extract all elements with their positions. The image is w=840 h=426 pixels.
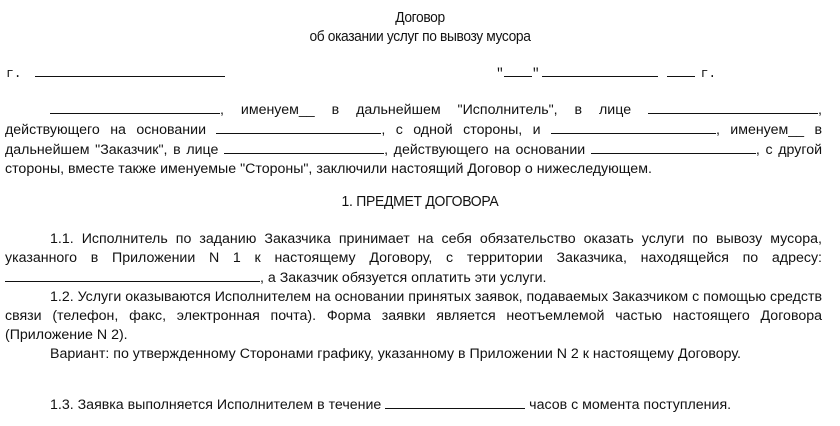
- clause-1-2-variant: Вариант: по утвержденному Сторонами графику, указанному в Приложении N 2 к настоящему Договору.: [50, 346, 741, 362]
- day-blank[interactable]: [504, 63, 532, 77]
- parties-text-2: , действующего на основании: [5, 102, 822, 138]
- document-title-block: [34, 8, 807, 46]
- year-blank[interactable]: [667, 63, 695, 77]
- clause-1-3-text-2: часов с момента поступления.: [525, 397, 732, 413]
- year-suffix: г.: [700, 66, 717, 81]
- clause-1-1-text-1: 1.1. Исполнитель по заданию Заказчика принимает на себя обязательство оказать услуги по вывозу мусора, указанного в Приложении N 1 к настоящему Договору, с территории Заказчика, находящейся по адресу:: [5, 231, 822, 266]
- day-open-quote: ": [496, 66, 504, 81]
- parties-text-1: , именуем__ в дальнейшем "Исполнитель", в лице: [220, 102, 649, 118]
- clause-1-3: [5, 395, 822, 415]
- customer-basis-blank[interactable]: [591, 140, 756, 154]
- clause-1-1: [5, 230, 822, 288]
- parties-text-6: , с другой стороны, вместе также именуемые "Стороны", заключили настоящий Договор о нижеследующем.: [5, 142, 823, 177]
- executor-name-blank[interactable]: [50, 100, 220, 114]
- place-date-line: [0, 63, 840, 83]
- parties-text-3: , с одной стороны, и: [381, 122, 551, 138]
- city-prefix: г.: [6, 66, 22, 81]
- address-blank[interactable]: [5, 268, 260, 282]
- place-field: [6, 63, 225, 84]
- section-heading-subject: 1. ПРЕДМЕТ ДОГОВОРА: [341, 193, 499, 210]
- document-subtitle: об оказании услуг по вывозу мусора: [309, 28, 531, 45]
- parties-preamble: [5, 100, 822, 179]
- parties-paragraph: [5, 100, 822, 179]
- parties-text-4: , именуем__ в дальнейшем "Заказчик", в лице: [5, 122, 822, 158]
- customer-representative-blank[interactable]: [224, 140, 384, 154]
- hours-blank[interactable]: [385, 395, 525, 409]
- clause-1-1-text-2: , а Заказчик обязуется оплатить эти услуги.: [260, 270, 547, 286]
- day-close-quote: ": [531, 66, 540, 81]
- executor-basis-blank[interactable]: [216, 120, 381, 134]
- clause-1-3-block: [5, 395, 822, 415]
- executor-representative-blank[interactable]: [648, 100, 818, 114]
- customer-name-blank[interactable]: [551, 120, 716, 134]
- clause-1-3-text-1: 1.3. Заявка выполняется Исполнителем в течение: [50, 397, 386, 413]
- month-blank[interactable]: [542, 63, 658, 77]
- clause-1-2: 1.2. Услуги оказываются Исполнителем на основании принятых заявок, подаваемых Заказчиком с помощью средств связи (телефон, факс, электронная почта). Форма заявки является неотъемлемой частью настоящего Договора (Приложение N 2).: [5, 289, 822, 343]
- city-blank[interactable]: [35, 63, 225, 77]
- document-title: Договор: [395, 9, 445, 26]
- section-1-body: [5, 230, 822, 364]
- parties-text-5: , действующего на основании: [384, 142, 591, 158]
- date-field: [496, 63, 716, 84]
